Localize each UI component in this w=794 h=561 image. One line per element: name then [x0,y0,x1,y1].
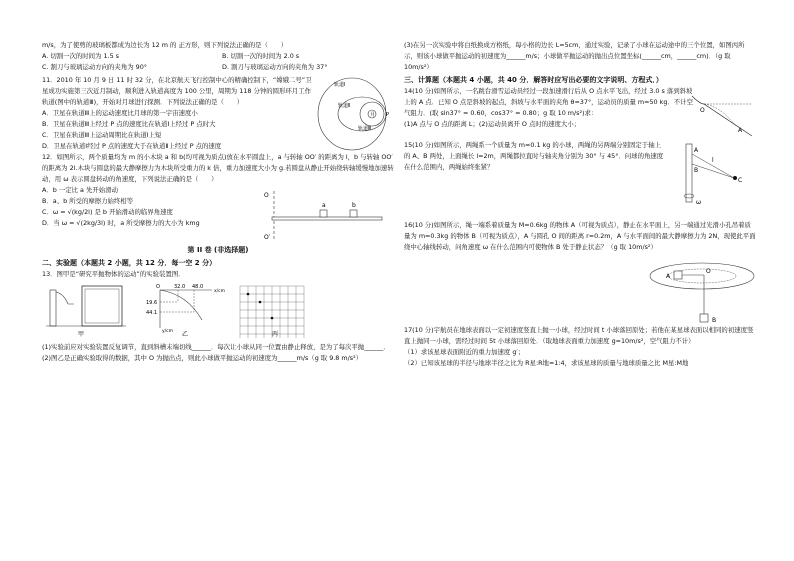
two-rope-diagram [678,142,748,208]
x-axis-unit: x/cm [214,289,226,294]
x-value-2: 48.0 [192,284,204,290]
point-o-label: O [700,107,705,114]
orbit-point-p: P [386,112,390,118]
q10-tail: m/s，为了使剪的玻璃板都成为边长为 12 m 的 正方形，则下列说法正确的是（ ） [42,41,288,49]
q15-stem: 15(10 分)如图所示，两绳系一个质量为 m=0.1 kg 的小球，两绳的另两端分别固定于轴上的 A、B 两处，上面绳长 l=2m，两绳都拉直时与轴夹角分别为 30° 与 45°．问球的角速度在什么范围内，两绳始终张紧？ [404,141,664,171]
q10-option-d: D. 割刀与玻璃运动方向的夹角为 37° [222,63,328,71]
q13-part2: (2)图乙是正确实验取得的数据，其中 O 为抛出点，则此小球做平抛运动的初速度为______m/s（g 取 9.8 m/s²） [42,354,363,362]
label-c: C [738,177,743,184]
disk-diagram [260,187,390,241]
orbit-label-2: 轨道Ⅱ [338,103,351,109]
q11-option-d: D．卫星在轨道Ⅰ经过 P 点的速度大于在轨道Ⅱ上经过 P 点的速度 [42,142,222,150]
fig-label-jia: 甲 [78,331,85,338]
label-l: l [712,157,714,164]
y-value-2: 44.1 [146,310,158,316]
q17-part1: （1）求该星球表面附近的重力加速度 g′； [404,348,525,356]
q10-options-row1 [42,51,394,62]
fig-label-yi: 乙 [182,331,189,338]
q11-option-c: C．卫星在轨道Ⅲ上运动周期比在轨道Ⅰ上短 [42,131,162,139]
turntable-diagram [646,260,758,332]
projectile-apparatus-figure [42,280,394,338]
q10-option-b: B. 切割一次的时间为 2.0 s [222,52,300,60]
q16-block [404,220,756,324]
q11-option-b: B．卫星在轨道Ⅲ上经过 P 点的速度比在轨道Ⅰ上经过 P 点时大 [42,120,216,128]
right-column [404,40,756,369]
block-a: A [666,273,671,280]
orbit-label-1: 轨道Ⅰ [334,82,346,88]
point-a-label: A [738,127,743,134]
y-axis-unit: y/cm [162,329,174,334]
origin-label: O [156,284,160,290]
label-omega: ω [696,199,702,206]
section3-heading: 三、计算题（本题共 4 小题，共 40 分．解答时应写出必要的文字说明、方程式．） [404,76,663,84]
q17-part2: （2）已知该星球的半径与地球半径之比为 R星:R地=1:4，求该星球的质量与地球质量之比 M星:M地 [404,359,689,367]
q11-stem: 11．2010 年 10 月 9 日 11 时 32 分，在北京航天飞行控制中心的精确控制下，“嫦娥二号”卫星成功实施第三次近月制动，顺利进入轨道高度为 100 公里，周期为 118 分钟的圆形环月工作轨道(图中的轨道Ⅲ)，开始对月球进行探测．下列说法正确的是（ ） [42,76,312,106]
q14-block [404,86,756,134]
q16-stem: 16(10 分)如图所示，绳一端系着质量为 M=0.6kg 的物体 A（可视为质点），静止在水平面上，另一端通过光滑小孔吊着质量为 m=0.3kg 的物体 B（可视为质点），A 与圆孔 O 间的距离 r=0.2m，A 与水平面间的最大静摩擦力为 2N，现使此平面绕中心轴线转动，问角速度 ω 在什么范围内可使物体 B 处于静止状态？（g 取 10m/s²） [404,221,756,251]
hole-o: O [706,268,711,275]
q10-option-a: A. 切割一次的时间为 1.5 s [42,52,120,60]
q10-option-c: C. 割刀与玻璃运动方向的夹角为 90° [42,63,147,71]
q12-options-area [42,185,394,243]
q12-stem: 12．如图所示，两个质量均为 m 的小木块 a 和 b(均可视为质点)放在水平圆盘上，a 与转轴 OO′ 的距离为 l，b 与转轴 OO′ 的距离为 2l.木块与圆盘的最大静摩擦力为木块所受重力的 k 倍，重力加速度大小为 g.若圆盘从静止开始绕转轴缓慢地加速转动，用 ω 表示圆盘转动的角速度，下列说法正确的是（ ） [42,153,394,183]
q13-part1: (1)实验前应对实验装置反复调节，直到斜槽末端切线______．每次让小球从同一位置由静止释放，是为了每次平抛______． [42,343,390,351]
orbit-diagram [314,72,394,154]
q15-block [404,140,756,212]
q14-stem: 14(10 分)如图所示，一名跳台滑雪运动员经过一段加速滑行后从 O 点水平飞出，经过 3.0 s 落到斜坡上的 A 点．已知 O 点是斜坡的起点，斜坡与水平面的夹角 θ=37°，运动员的质量 m=50 kg．不计空气阻力．(取 sin37° = 0.60，cos37° = 0.80；g 取 10 m/s²)求： [404,87,693,117]
label-b: B [694,167,699,174]
ski-slope-diagram [690,88,756,140]
q17-stem: 17(10 分)宇航员在地球表面以一定初速度竖直上抛一小球，经过时间 t 小球落回原处；若他在某星球表面以相同的初速度竖直上抛同一小球，需经过时间 5t 小球落回原处．（取地球表面重力加速度 g=10m/s²，空气阻力不计） [404,326,754,345]
q14-questions: (1)A 点与 O 点的距离 L；(2)运动员离开 O 点时的速度大小； [404,120,581,128]
q12-option-a: A．b 一定比 a 先开始滑动 [42,186,118,194]
block-b: B [712,317,717,324]
q12-option-c: C．ω = √(kg/2l) 是 b 开始滑动的临界角速度 [42,208,173,216]
section2-heading: 二、实验题（本题共 2 小题，共 12 分．每一空 2 分） [42,259,217,267]
axis-label-o-prime: O′ [264,234,271,241]
svg-text:月: 月 [370,112,376,118]
q13-stem: 13．图甲是“研究平抛物体的运动”的实验装置图． [42,270,185,278]
orbit-label-3: 轨道Ⅲ [358,126,372,132]
block-b-label: b [352,202,356,209]
q12-option-b: B．a、b 所受的摩擦力始终相等 [42,197,134,205]
left-column [42,40,394,364]
q13-part3: (3)在另一次实验中将白纸换成方格纸，每小格的边长 L=5cm，通过实验，记录了小球在运动途中的三个位置，如图丙所示，则该小球做平抛运动的初速度为______m/s；小球做平抛运动的抛出点位置坐标(______cm，______cm)．（g 取 10m/s²） [404,41,745,71]
axis-label-o: O [264,192,269,199]
x-value-1: 32.0 [174,284,186,290]
q12-option-d: D．当 ω = √(2kg/3l) 时，a 所受摩擦力的大小为 kmg [42,219,200,227]
y-value-1: 19.6 [146,300,158,306]
block-a-label: a [322,202,326,209]
q11-option-a: A．卫星在轨道Ⅲ上的运动速度比月球的第一宇宙速度小 [42,109,198,117]
part2-title: 第 II 卷 (非选择题) [187,246,249,254]
label-a: A [694,147,699,154]
fig-label-bing: 丙 [272,331,279,338]
